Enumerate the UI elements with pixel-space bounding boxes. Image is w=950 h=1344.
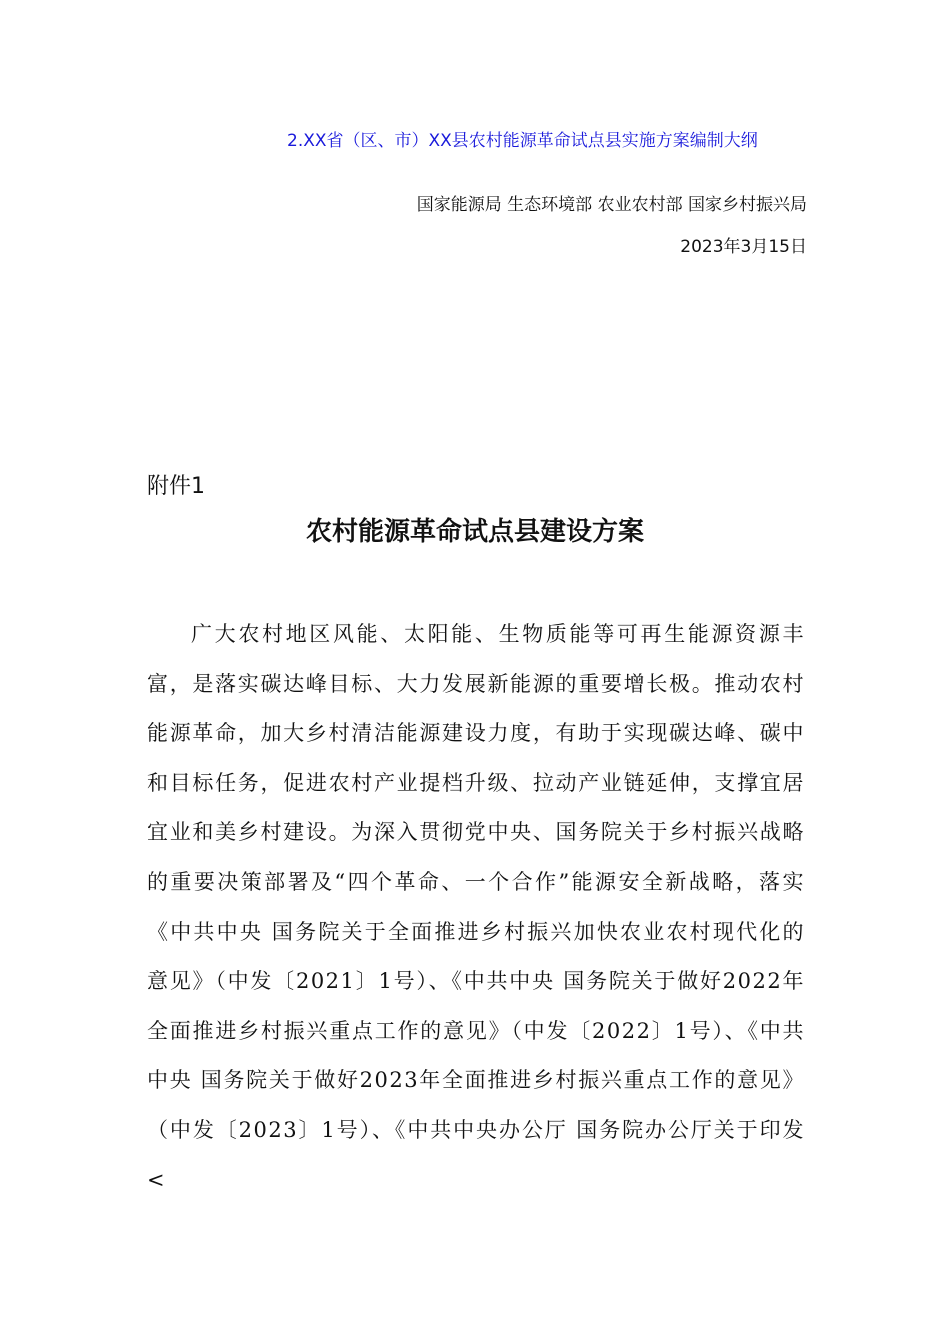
attachment-label: 附件1 [147, 474, 205, 499]
body-paragraph: 广大农村地区风能、太阳能、生物质能等可再生能源资源丰富，是落实碳达峰目标、大力发展新能源的重要增长极。推动农村能源革命，加大乡村清洁能源建设力度，有助于实现碳达峰、碳中和目标任务，促进农村产业提档升级、拉动产业链延伸，支撑宜居宜业和美乡村建设。为深入贯彻党中央、国务院关于乡村振兴战略的重要决策部署及“四个革命、一个合作”能源安全新战略，落实《中共中央 国务院关于全面推进乡村振兴加快农业农村现代化的意见》（中发〔2021〕1号）、《中共中央 国务院关于做好2022年全面推进乡村振兴重点工作的意见》（中发〔2022〕1号）、《中共中央 国务院关于做好2023年全面推进乡村振兴重点工作的意见》（中发〔2023〕1号）、《中共中央办公厅 国务院办公厅关于印发< [147, 622, 805, 1192]
issuing-agencies: 国家能源局 生态环境部 农业农村部 国家乡村振兴局 [416, 195, 807, 215]
document-title: 农村能源革命试点县建设方案 [305, 517, 644, 547]
toc-link[interactable]: 2.XX省（区、市）XX县农村能源革命试点县实施方案编制大纲 [287, 131, 758, 151]
issue-date: 2023年3月15日 [680, 237, 807, 257]
